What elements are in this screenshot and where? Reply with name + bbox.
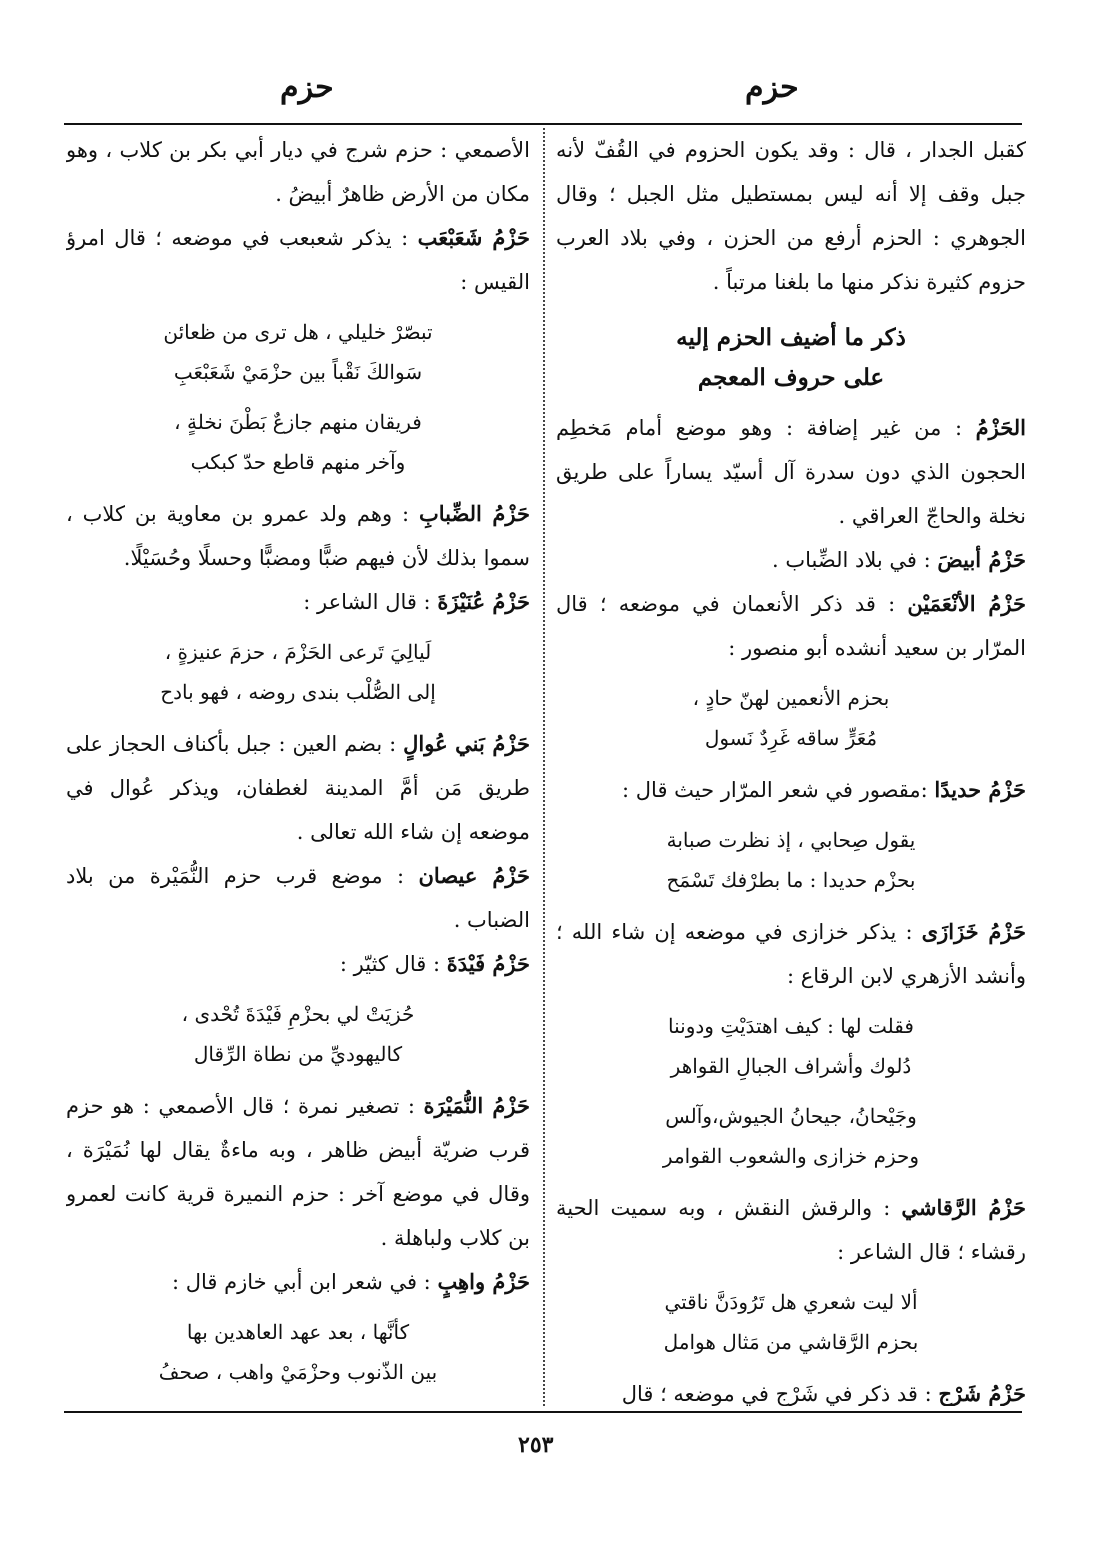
entry-headword: حَزْمُ شَعَبْعَب <box>417 225 530 250</box>
verse <box>556 1282 1026 1362</box>
verse-line: تبصّرْ خليلي ، هل ترى من ظعائن <box>163 320 433 344</box>
verse-line: بحزم الرَّقاشي من مَثال هوامل <box>663 1330 919 1354</box>
verse-line: إلى الصُّلْب بندى روضه ، فهو بادح <box>160 680 436 704</box>
entry-headword: حَزْمُ شَرْج <box>938 1381 1026 1406</box>
left-column <box>66 128 530 1406</box>
verse-line: يقول صِحابي ، إذ نظرت صبابة <box>666 828 916 852</box>
entry-hazm-khazaza <box>556 910 1026 998</box>
entry-text: : من غير إضافة : وهو موضع أمام مَخطِم الحجون الذي دون سدرة آل أسيّد يساراً على طريق نخلة والحاجّ العراقي . <box>556 416 1026 528</box>
section-title-line-2: على حروف المعجم <box>697 364 885 391</box>
page-number: ٢٥٣ <box>518 1432 554 1458</box>
verse-line: وآخر منهم قاطع حدّ كبكب <box>190 450 406 474</box>
entry-hazm-bani-uwal <box>66 722 530 854</box>
entry-headword: حَزْمُ عيصان <box>418 863 530 888</box>
entry-text: : بضم العين : جبل بأكناف الحجاز على طريق مَن أمَّ المدينة لغطفان، ويذكر عُوال في موضعه إن شاء الله تعالى . <box>66 732 530 844</box>
entry-hazm-unayza <box>66 580 530 624</box>
verse-line: حُزيَتْ لي بحزْمِ فَيْدَةَ تُحْدى ، <box>181 1002 415 1026</box>
entry-headword: حَزْمُ عُنَيْزَةَ <box>437 589 530 614</box>
entry-headword: حَزْمُ خَزَازَى <box>921 919 1026 944</box>
entry-hazm-aysan <box>66 854 530 942</box>
entry-text: : وهم ولد عمرو بن معاوية بن كلاب ، سموا بذلك لأن فيهم ضبًّا ومضبًّا وحسلًا وحُسَيْلًا. <box>66 502 530 570</box>
entry-hazm-al-numayra <box>66 1084 530 1260</box>
entry-text: : قال الشاعر : <box>303 590 438 614</box>
verse <box>556 678 1026 758</box>
entry-hazm-al-dibab <box>66 492 530 580</box>
verse-line: لَيالِيَ تَرعى الحَزْمَ ، حزمَ عنيزةٍ ، <box>164 640 432 664</box>
entry-hazm-wahib <box>66 1260 530 1304</box>
verse <box>66 312 530 392</box>
verse <box>556 1006 1026 1086</box>
entry-al-hazm <box>556 406 1026 538</box>
entry-text: : في شعر ابن أبي خازم قال : <box>171 1270 438 1294</box>
verse-line: مُعَرٍّ ساقه غَرِدٌ نَسول <box>704 726 878 750</box>
verse-line: بين الذّنوب وحزْمَيْ واهب ، صحفُ <box>158 1360 438 1384</box>
entry-text: : قال كثيّر : <box>339 952 447 976</box>
entry-text: : قد ذكر في شَرْج في موضعه ؛ قال <box>621 1382 939 1406</box>
right-column <box>556 128 1026 1406</box>
entry-headword: الحَزْمُ <box>975 415 1026 440</box>
verse-line: بحزم الأنعمين لهنّ حادٍ ، <box>692 686 890 710</box>
running-header-right: حزم <box>745 70 799 105</box>
entry-hazm-sharj <box>556 1372 1026 1406</box>
entry-text: : تصغير نمرة ؛ قال الأصمعي : هو حزم قرب ضريّة أبيض ظاهر ، وبه ماءةٌ يقال لها نُمَيْرَة ، وقال في موضع آخر : حزم النميرة قرية كانت لعمرو بن كلاب ولباهلة . <box>66 1094 530 1250</box>
entry-hazm-abyad <box>556 538 1026 582</box>
left-intro-paragraph: الأصمعي : حزم شرج في ديار أبي بكر بن كلاب ، وهو مكان من الأرض ظاهرٌ أبيضُ . <box>66 138 530 206</box>
entry-headword: حَزْمُ الرَّقاشي <box>901 1195 1026 1220</box>
entry-hazm-al-raqashi <box>556 1186 1026 1274</box>
verse-line: فريقان منهم جازعٌ بَطْنَ نخلةٍ ، <box>174 410 422 434</box>
verse-line: ألا ليت شعري هل تَرُودَنَّ ناقتي <box>664 1290 918 1314</box>
verse-line: وجَيْحانُ، جيحانُ الجيوش،وآلس <box>665 1104 917 1128</box>
verse-line: كأنَّها ، بعد عهد العاهدين بها <box>186 1320 410 1344</box>
bottom-rule <box>64 1411 1022 1413</box>
running-header-left: حزم <box>280 70 334 105</box>
entry-headword: حَزْمُ أبيضَ <box>937 547 1026 572</box>
verse <box>66 994 530 1074</box>
entry-headword: حَزْمُ فَيْدَةَ <box>446 951 530 976</box>
verse-line: دُلوك وأشراف الجبالِ القواهر <box>670 1054 912 1078</box>
verse <box>66 1312 530 1392</box>
verse-line: وحزم خزازى والشعوب القوامر <box>662 1144 920 1168</box>
entry-headword: حَزْمُ واهِبٍ <box>437 1269 530 1294</box>
section-title-line-1: ذكر ما أضيف الحزم إليه <box>676 324 906 351</box>
entry-hazm-shaabaab <box>66 216 530 304</box>
top-rule <box>64 123 1022 125</box>
verse-line: كاليهوديِّ من نطاة الرِّقال <box>193 1042 403 1066</box>
entry-text: : قد ذكر الأنعمان في موضعه ؛ قال المرّار بن سعيد أنشده أبو منصور : <box>556 592 1026 660</box>
entry-headword: حَزْمُ الأنْعَمَيْن <box>907 591 1026 616</box>
verse-line: فقلت لها : كيف اهتدَيْتِ ودوننا <box>668 1014 914 1038</box>
verse <box>66 632 530 712</box>
entry-headword: حَزْمُ النُّمَيْرَة <box>423 1093 530 1118</box>
entry-text: :مقصور في شعر المرّار حيث قال : <box>622 778 935 802</box>
entry-text: : يذكر شعبعب في موضعه ؛ قال امرؤ القيس : <box>66 226 530 294</box>
entry-headword: حَزْمُ الضِّبابِ <box>418 501 530 526</box>
verse-line: بحزْم حديدا : ما بطرْفك تَسْمَح <box>666 868 916 892</box>
section-title <box>556 318 1026 398</box>
entry-text: : يذكر خزازى في موضعه إن شاء الله ؛ وأنشد الأزهري لابن الرقاع : <box>556 920 1026 988</box>
entry-hazm-al-anamayn <box>556 582 1026 670</box>
entry-headword: حَزْمُ بَني عُوالٍ <box>403 731 530 756</box>
right-intro-paragraph: كقبل الجدار ، قال : وقد يكون الحزوم في القُفّ لأنه جبل وقف إلا أنه ليس بمستطيل مثل الجبل ؛ وقال الجوهري : الحزم أرفع من الحزن ، وفي بلاد العرب حزوم كثيرة نذكر منها ما بلغنا مرتباً . <box>556 138 1026 294</box>
verse <box>556 820 1026 900</box>
verse <box>556 1096 1026 1176</box>
entry-hazm-fayda <box>66 942 530 986</box>
entry-text: : موضع قرب حزم النُّمَيْرة من بلاد الضباب . <box>66 864 530 932</box>
verse-line: سَوالكَ نَقْباً بين حزْمَيْ شَعَبْعَبِ <box>173 360 423 384</box>
entry-text: : في بلاد الضِّباب . <box>772 548 938 572</box>
entry-headword: حَزْمُ حديدًا <box>934 777 1026 802</box>
verse <box>66 402 530 482</box>
entry-hazm-hadida <box>556 768 1026 812</box>
entry-text: : والرقش النقش ، وبه سميت الحية رقشاء ؛ قال الشاعر : <box>556 1196 1026 1264</box>
column-divider <box>543 128 545 1406</box>
